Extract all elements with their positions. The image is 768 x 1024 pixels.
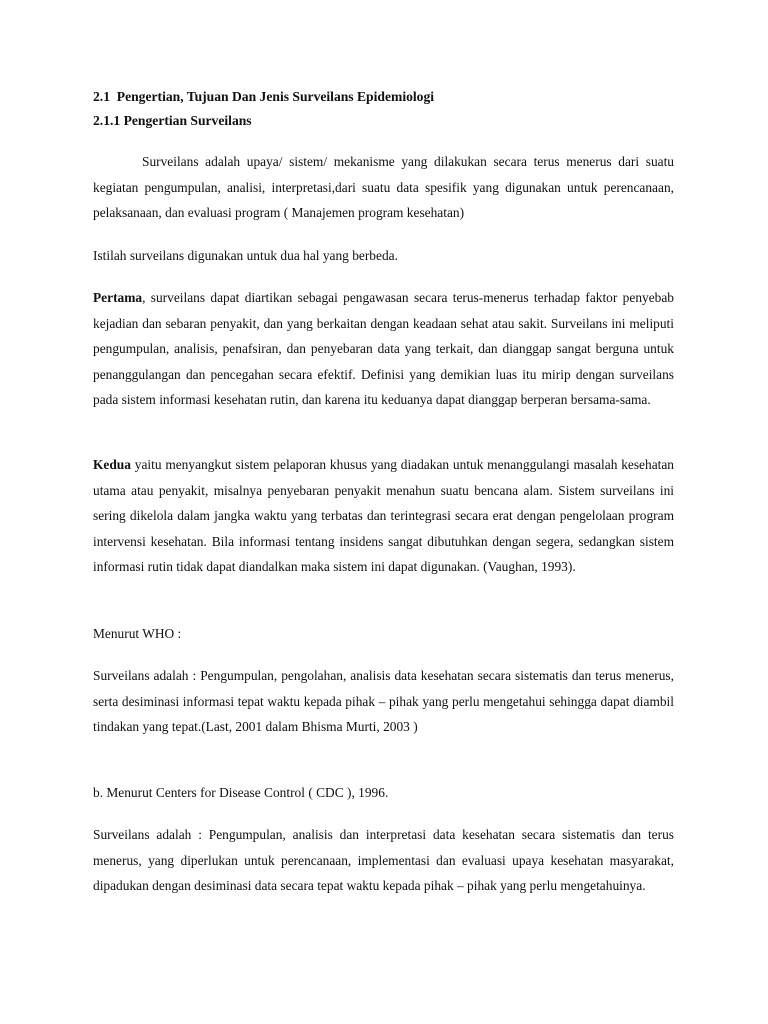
kedua-lead: Kedua xyxy=(93,457,131,472)
section-heading: 2.1 Pengertian, Tujuan Dan Jenis Surveilans Epidemiologi xyxy=(93,89,435,104)
kedua-text: yaitu menyangkut sistem pelaporan khusus yang diadakan untuk menanggulangi masalah kesehatan utama atau penyakit, misalnya penyebaran penyakit menahun suatu bencana alam. Sistem surveilans ini sering dikelola dalam jangka waktu yang terbatas dan terintegrasi secara erat dengan pengelolaan program intervensi kesehatan. Bila informasi tentang insidens sangat dibutuhkan dengan segera, sedangkan sistem informasi rutin tidak dapat diandalkan maka sistem ini dapat digunakan. (Vaughan, 1993). xyxy=(93,457,674,574)
kedua-paragraph xyxy=(93,452,674,580)
who-definition-paragraph: Surveilans adalah : Pengumpulan, pengolahan, analisis data kesehatan secara sistematis dan terus menerus, serta desiminasi informasi tepat waktu kepada pihak – pihak yang perlu mengetahui sehingga dapat diambil tindakan yang tepat.(Last, 2001 dalam Bhisma Murti, 2003 ) xyxy=(93,668,674,734)
menurut-cdc-line: b. Menurut Centers for Disease Control ( CDC ), 1996. xyxy=(93,785,389,800)
pertama-lead: Pertama xyxy=(93,290,143,305)
pertama-text: , surveilans dapat diartikan sebagai pengawasan secara terus-menerus terhadap faktor penyebab kejadian dan sebaran penyakit, dan yang berkaitan dengan keadaan sehat atau sakit. Surveilans ini meliputi pengumpulan, analisis, penafsiran, dan penyebaran data yang terkait, dan dianggap sangat berguna untuk penanggulangan dan pencegahan secara efektif. Definisi yang demikian luas itu mirip dengan surveilans pada sistem informasi kesehatan rutin, dan karena itu keduanya dapat dianggap berperan bersama-sama. xyxy=(93,290,674,407)
istilah-paragraph: Istilah surveilans digunakan untuk dua hal yang berbeda. xyxy=(93,248,398,263)
definition-text: Surveilans adalah upaya/ sistem/ mekanisme yang dilakukan secara terus menerus dari suatu kegiatan pengumpulan, analisi, interpretasi,dari suatu data spesifik yang digunakan untuk perencanaan, pelaksanaan, dan evaluasi program ( Manajemen program kesehatan) xyxy=(93,154,674,220)
pertama-paragraph xyxy=(93,285,674,413)
definition-paragraph xyxy=(93,149,674,226)
cdc-definition-paragraph: Surveilans adalah : Pengumpulan, analisis dan interpretasi data kesehatan secara sistematis dan terus menerus, yang diperlukan untuk perencanaan, implementasi dan evaluasi upaya kesehatan masyarakat, dipadukan dengan desiminasi data secara tepat waktu kepada pihak – pihak yang perlu mengetahuinya. xyxy=(93,827,674,893)
menurut-who-line: Menurut WHO : xyxy=(93,626,182,641)
subsection-heading: 2.1.1 Pengertian Surveilans xyxy=(93,113,252,128)
